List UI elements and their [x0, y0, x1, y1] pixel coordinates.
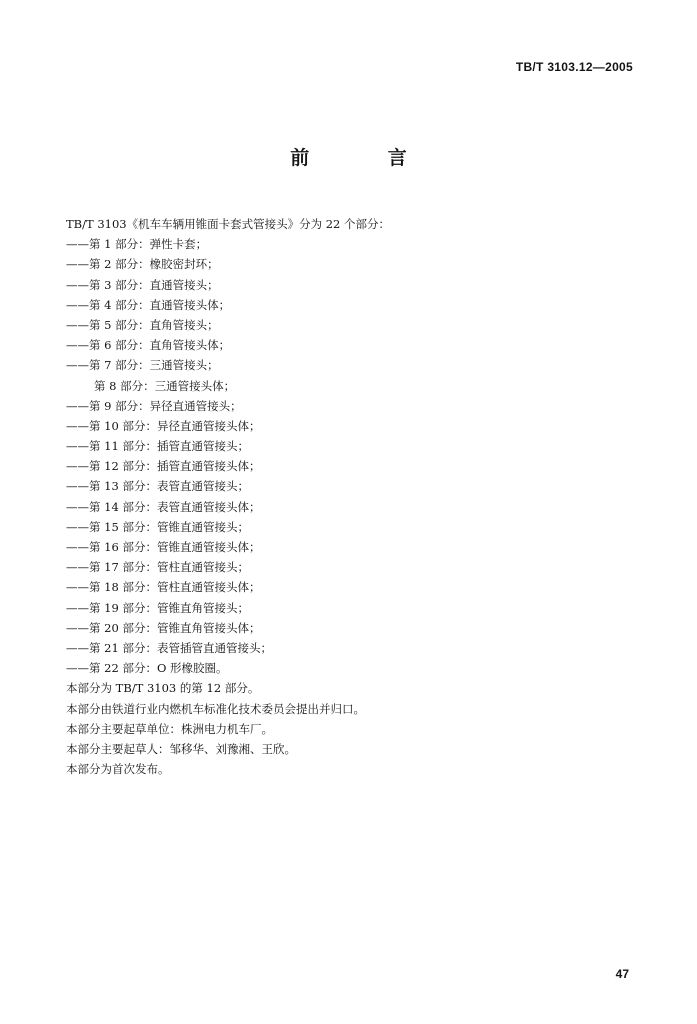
statement-line: 本部分为首次发布。	[66, 762, 170, 777]
part-item: ——第 1 部分：弹性卡套；	[66, 237, 208, 252]
part-item: ——第 13 部分：表管直通管接头；	[66, 479, 249, 494]
part-item: ——第 10 部分：异径直通管接头体；	[66, 418, 261, 433]
part-item: ——第 22 部分：O 形橡胶圈。	[66, 661, 228, 676]
part-item: ——第 6 部分：直角管接头体；	[66, 338, 231, 353]
part-item: ——第 5 部分：直角管接头；	[66, 317, 219, 332]
part-item: ——第 17 部分：管柱直通管接头；	[66, 560, 249, 575]
statement-line: 本部分主要起草人：邹移华、刘豫湘、王欣。	[66, 741, 296, 756]
statement-line: 本部分为 TB/T 3103 的第 12 部分。	[66, 681, 260, 696]
part-item: ——第 4 部分：直通管接头体；	[66, 297, 231, 312]
part-item: ——第 16 部分：管锥直通管接头体；	[66, 540, 261, 554]
page-number: 47	[615, 967, 629, 981]
part-item: 第 8 部分：三通管接头体；	[94, 378, 236, 393]
part-item: ——第 21 部分：表管插管直通管接头；	[66, 640, 272, 655]
part-item: ——第 19 部分：管锥直角管接头；	[66, 600, 249, 615]
part-item: ——第 2 部分：橡胶密封环；	[66, 257, 219, 272]
standard-code: TB/T 3103.12—2005	[515, 60, 633, 74]
page-title: 前 言	[290, 147, 443, 169]
part-item: ——第 3 部分：直通管接头；	[66, 277, 219, 292]
part-item: ——第 7 部分：三通管接头；	[66, 358, 219, 373]
foreword-body	[66, 214, 646, 779]
part-item: ——第 20 部分：管锥直角管接头体；	[66, 620, 261, 635]
part-item: ——第 9 部分：异径直通管接头；	[66, 398, 242, 413]
intro-line: TB/T 3103《机车车辆用锥面卡套式管接头》分为 22 个部分：	[66, 217, 391, 231]
part-item: ——第 15 部分：管锥直通管接头；	[66, 519, 249, 534]
part-item: ——第 14 部分：表管直通管接头体；	[66, 499, 261, 514]
part-item: ——第 12 部分：插管直通管接头体；	[66, 459, 261, 474]
part-item: ——第 11 部分：插管直通管接头；	[66, 439, 249, 454]
statement-line: 本部分主要起草单位：株洲电力机车厂。	[66, 721, 273, 736]
part-item: ——第 18 部分：管柱直通管接头体；	[66, 580, 261, 595]
statement-line: 本部分由铁道行业内燃机车标准化技术委员会提出并归口。	[66, 701, 365, 716]
